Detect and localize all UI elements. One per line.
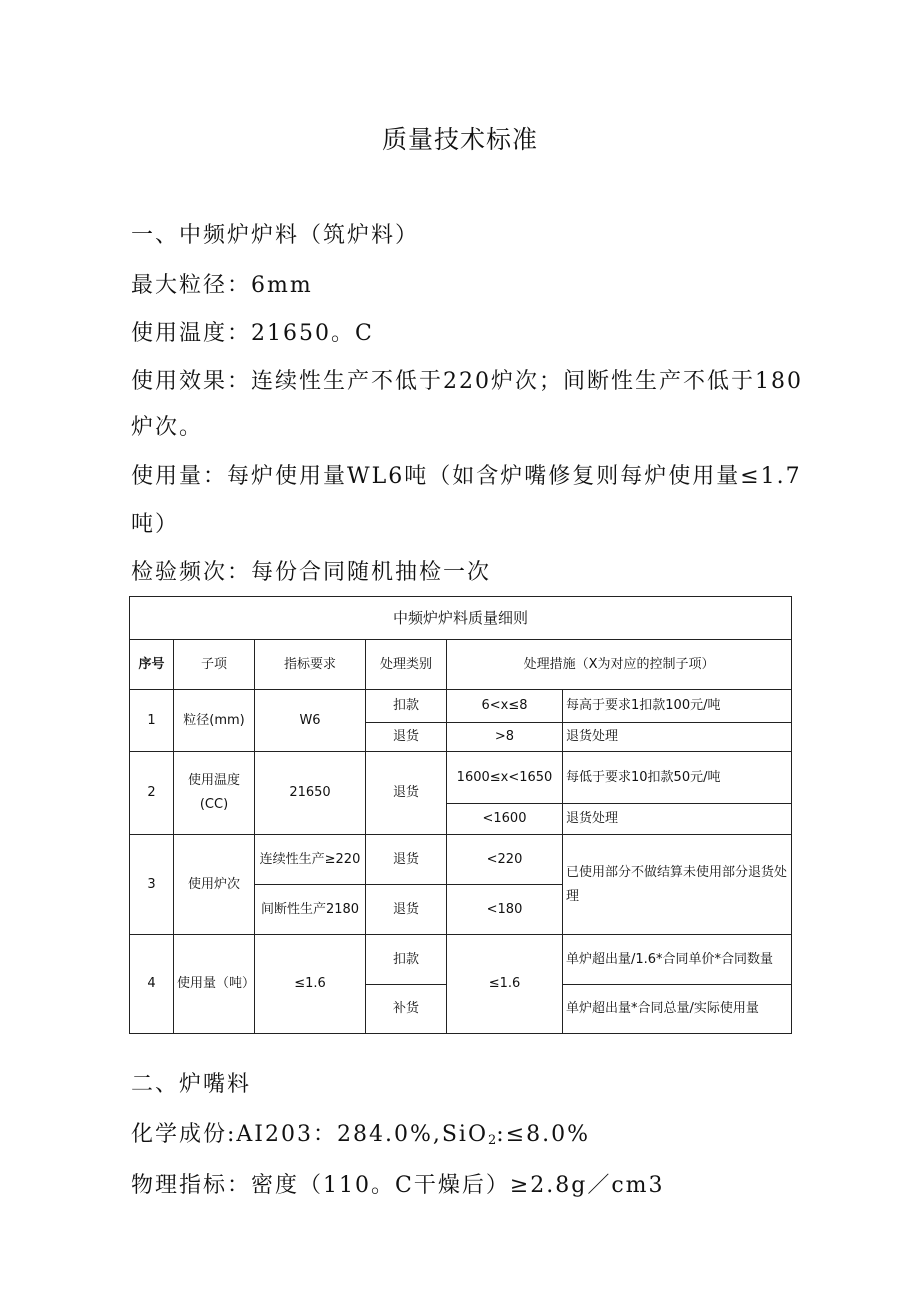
sub-item: 使用量（吨） [174,935,255,1034]
physical-index: 物理指标：密度（110。C干燥后）≥2.8g／cm3 [131,1173,665,1198]
chemical-composition-limit: :≤8.0% [496,1122,591,1147]
row-number: 1 [130,690,174,752]
header-cell: 处理类别 [366,640,447,690]
condition: 1600≤x<1650 [447,752,563,804]
condition: <180 [447,885,563,935]
table-row [130,935,792,985]
table-row [130,835,792,885]
table-row [130,690,792,723]
requirement: 连续性生产≥220 [255,835,366,885]
section-2-heading: 二、炉嘴料 [131,1072,252,1097]
inspection-frequency: 检验频次：每份合同随机抽检一次 [131,560,492,585]
header-cell: 子项 [174,640,255,690]
handling-category: 退货 [366,723,447,752]
usage-effect-line-2: 炉次。 [131,415,204,440]
sub-item: 使用炉次 [174,835,255,935]
handling-category: 退货 [366,752,447,835]
measure: 单炉超出量*合同总量/实际使用量 [563,985,792,1034]
sub-item: 使用温度(CC) [174,752,255,835]
row-number: 2 [130,752,174,835]
measure: 每低于要求10扣款50元/吨 [563,752,792,804]
measure: 退货处理 [563,804,792,835]
requirement: W6 [255,690,366,752]
max-particle-size: 最大粒径：6mm [131,273,313,298]
handling-category: 退货 [366,885,447,935]
quality-rules-table [129,596,792,1034]
handling-category: 退货 [366,835,447,885]
document-title: 质量技术标准 [381,125,538,154]
condition: <1600 [447,804,563,835]
table-row [130,752,792,804]
measure: 退货处理 [563,723,792,752]
chemical-composition-text: 化学成份:AI203：284.0%,SiO [131,1122,489,1147]
condition: >8 [447,723,563,752]
row-number: 3 [130,835,174,935]
usage-temperature: 使用温度：21650。C [131,321,374,346]
requirement: 21650 [255,752,366,835]
requirement: 间断性生产2180 [255,885,366,935]
measure: 每高于要求1扣款100元/吨 [563,690,792,723]
sub-item: 粒径(mm) [174,690,255,752]
header-cell: 处理措施（X为对应的控制子项） [447,640,792,690]
handling-category: 扣款 [366,935,447,985]
table-caption: 中频炉炉料质量细则 [130,597,792,640]
subscript-2: 2 [488,1133,497,1148]
requirement: ≤1.6 [255,935,366,1034]
usage-amount-line-1: 使用量：每炉使用量WL6吨（如含炉嘴修复则每炉使用量≤1.7 [131,464,802,489]
chemical-composition [131,1117,590,1148]
handling-category: 扣款 [366,690,447,723]
section-1-heading: 一、中频炉炉料（筑炉料） [131,223,420,248]
measure: 单炉超出量/1.6*合同单价*合同数量 [563,935,792,985]
row-number: 4 [130,935,174,1034]
header-cell: 指标要求 [255,640,366,690]
measure: 已使用部分不做结算未使用部分退货处理 [563,835,792,935]
usage-effect-line-1: 使用效果：连续性生产不低于220炉次；间断性生产不低于180 [131,369,803,394]
condition: 6<x≤8 [447,690,563,723]
condition: <220 [447,835,563,885]
usage-amount-line-2: 吨） [131,512,180,537]
handling-category: 补货 [366,985,447,1034]
header-cell: 序号 [130,640,174,690]
condition: ≤1.6 [447,935,563,1034]
